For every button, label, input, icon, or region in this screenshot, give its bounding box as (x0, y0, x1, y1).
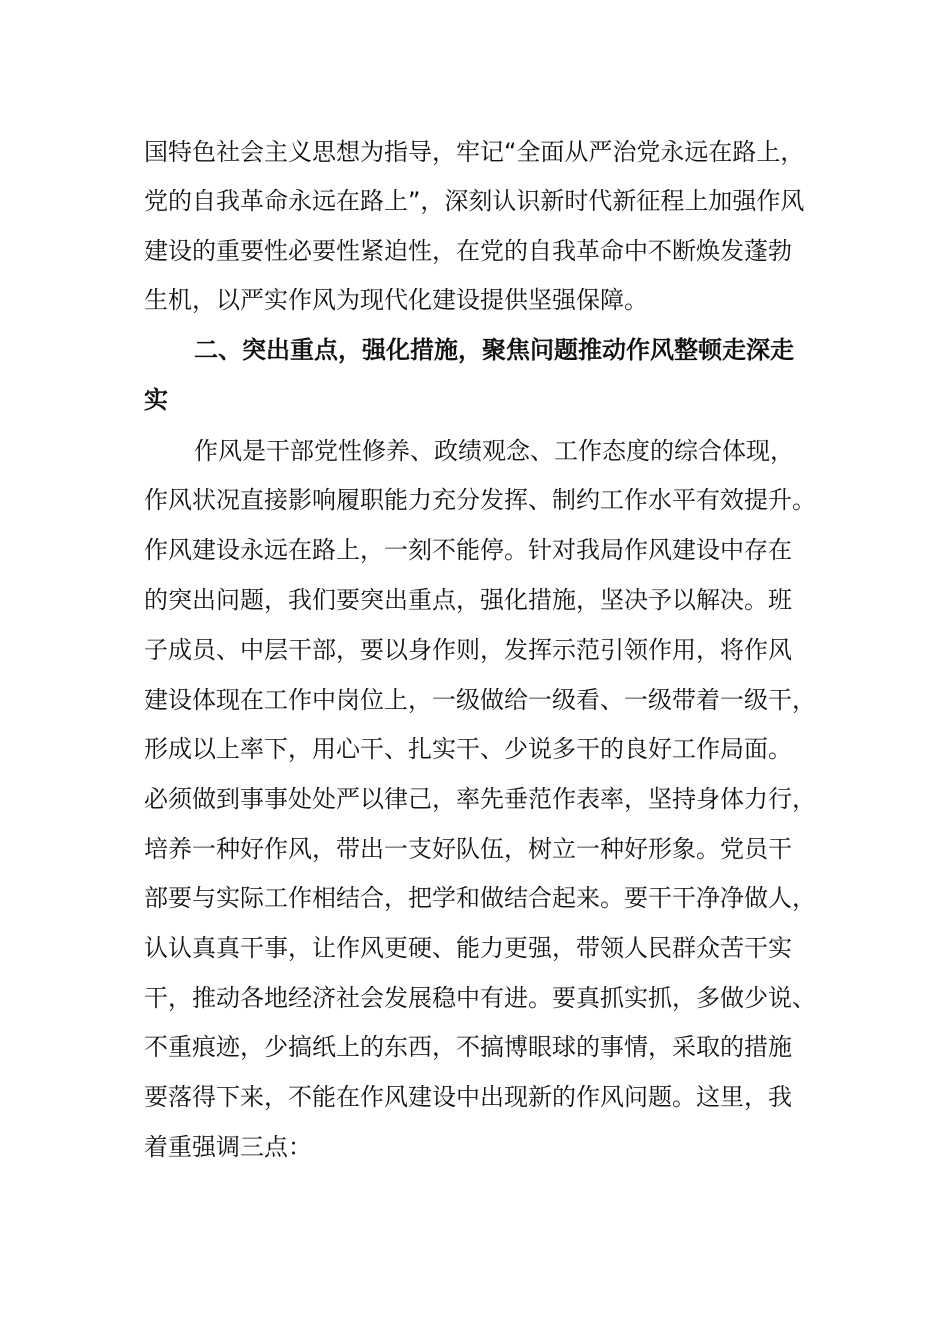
text-line: 生机，以严实作风为现代化建设提供坚强保障。 (144, 286, 648, 314)
text-line: 建设体现在工作中岗位上，一级做给一级看、一级带着一级干， (144, 686, 816, 714)
text-line: 着重强调三点： (144, 1133, 312, 1161)
text-line: 要落得下来，不能在作风建设中出现新的作风问题。这里，我 (144, 1083, 792, 1111)
section-heading: 二、突出重点，强化措施，聚焦问题推动作风整顿走深走 (194, 336, 794, 364)
text-line: 的突出问题，我们要突出重点，强化措施，坚决予以解决。班 (144, 586, 792, 614)
text-line: 国特色社会主义思想为指导，牢记“全面从严治党永远在路上， (144, 138, 805, 166)
text-line: 建设的重要性必要性紧迫性，在党的自我革命中不断焕发蓬勃 (144, 237, 792, 265)
text-line: 作风是干部党性修养、政绩观念、工作态度的综合体现， (194, 437, 794, 465)
text-line: 党的自我革命永远在路上”，深刻认识新时代新征程上加强作风 (144, 187, 805, 215)
text-line: 干，推动各地经济社会发展稳中有进。要真抓实抓，多做少说、 (144, 984, 816, 1012)
text-line: 不重痕迹，少搞纸上的东西，不搞博眼球的事情，采取的措施 (144, 1033, 792, 1061)
text-line: 作风状况直接影响履职能力充分发挥、制约工作水平有效提升。 (144, 486, 816, 514)
text-line: 培养一种好作风，带出一支好队伍，树立一种好形象。党员干 (144, 835, 792, 863)
text-line: 形成以上率下，用心干、扎实干、少说多干的良好工作局面。 (144, 735, 792, 763)
text-line: 部要与实际工作相结合，把学和做结合起来。要干干净净做人， (144, 884, 816, 912)
text-line: 必须做到事事处处严以律己，率先垂范作表率，坚持身体力行， (144, 785, 816, 813)
text-line: 子成员、中层干部，要以身作则，发挥示范引领作用，将作风 (144, 636, 792, 664)
text-line: 认认真真干事，让作风更硬、能力更强，带领人民群众苦干实 (144, 934, 792, 962)
text-line: 作风建设永远在路上，一刻不能停。针对我局作风建设中存在 (144, 536, 792, 564)
section-heading-continuation: 实 (144, 386, 168, 414)
